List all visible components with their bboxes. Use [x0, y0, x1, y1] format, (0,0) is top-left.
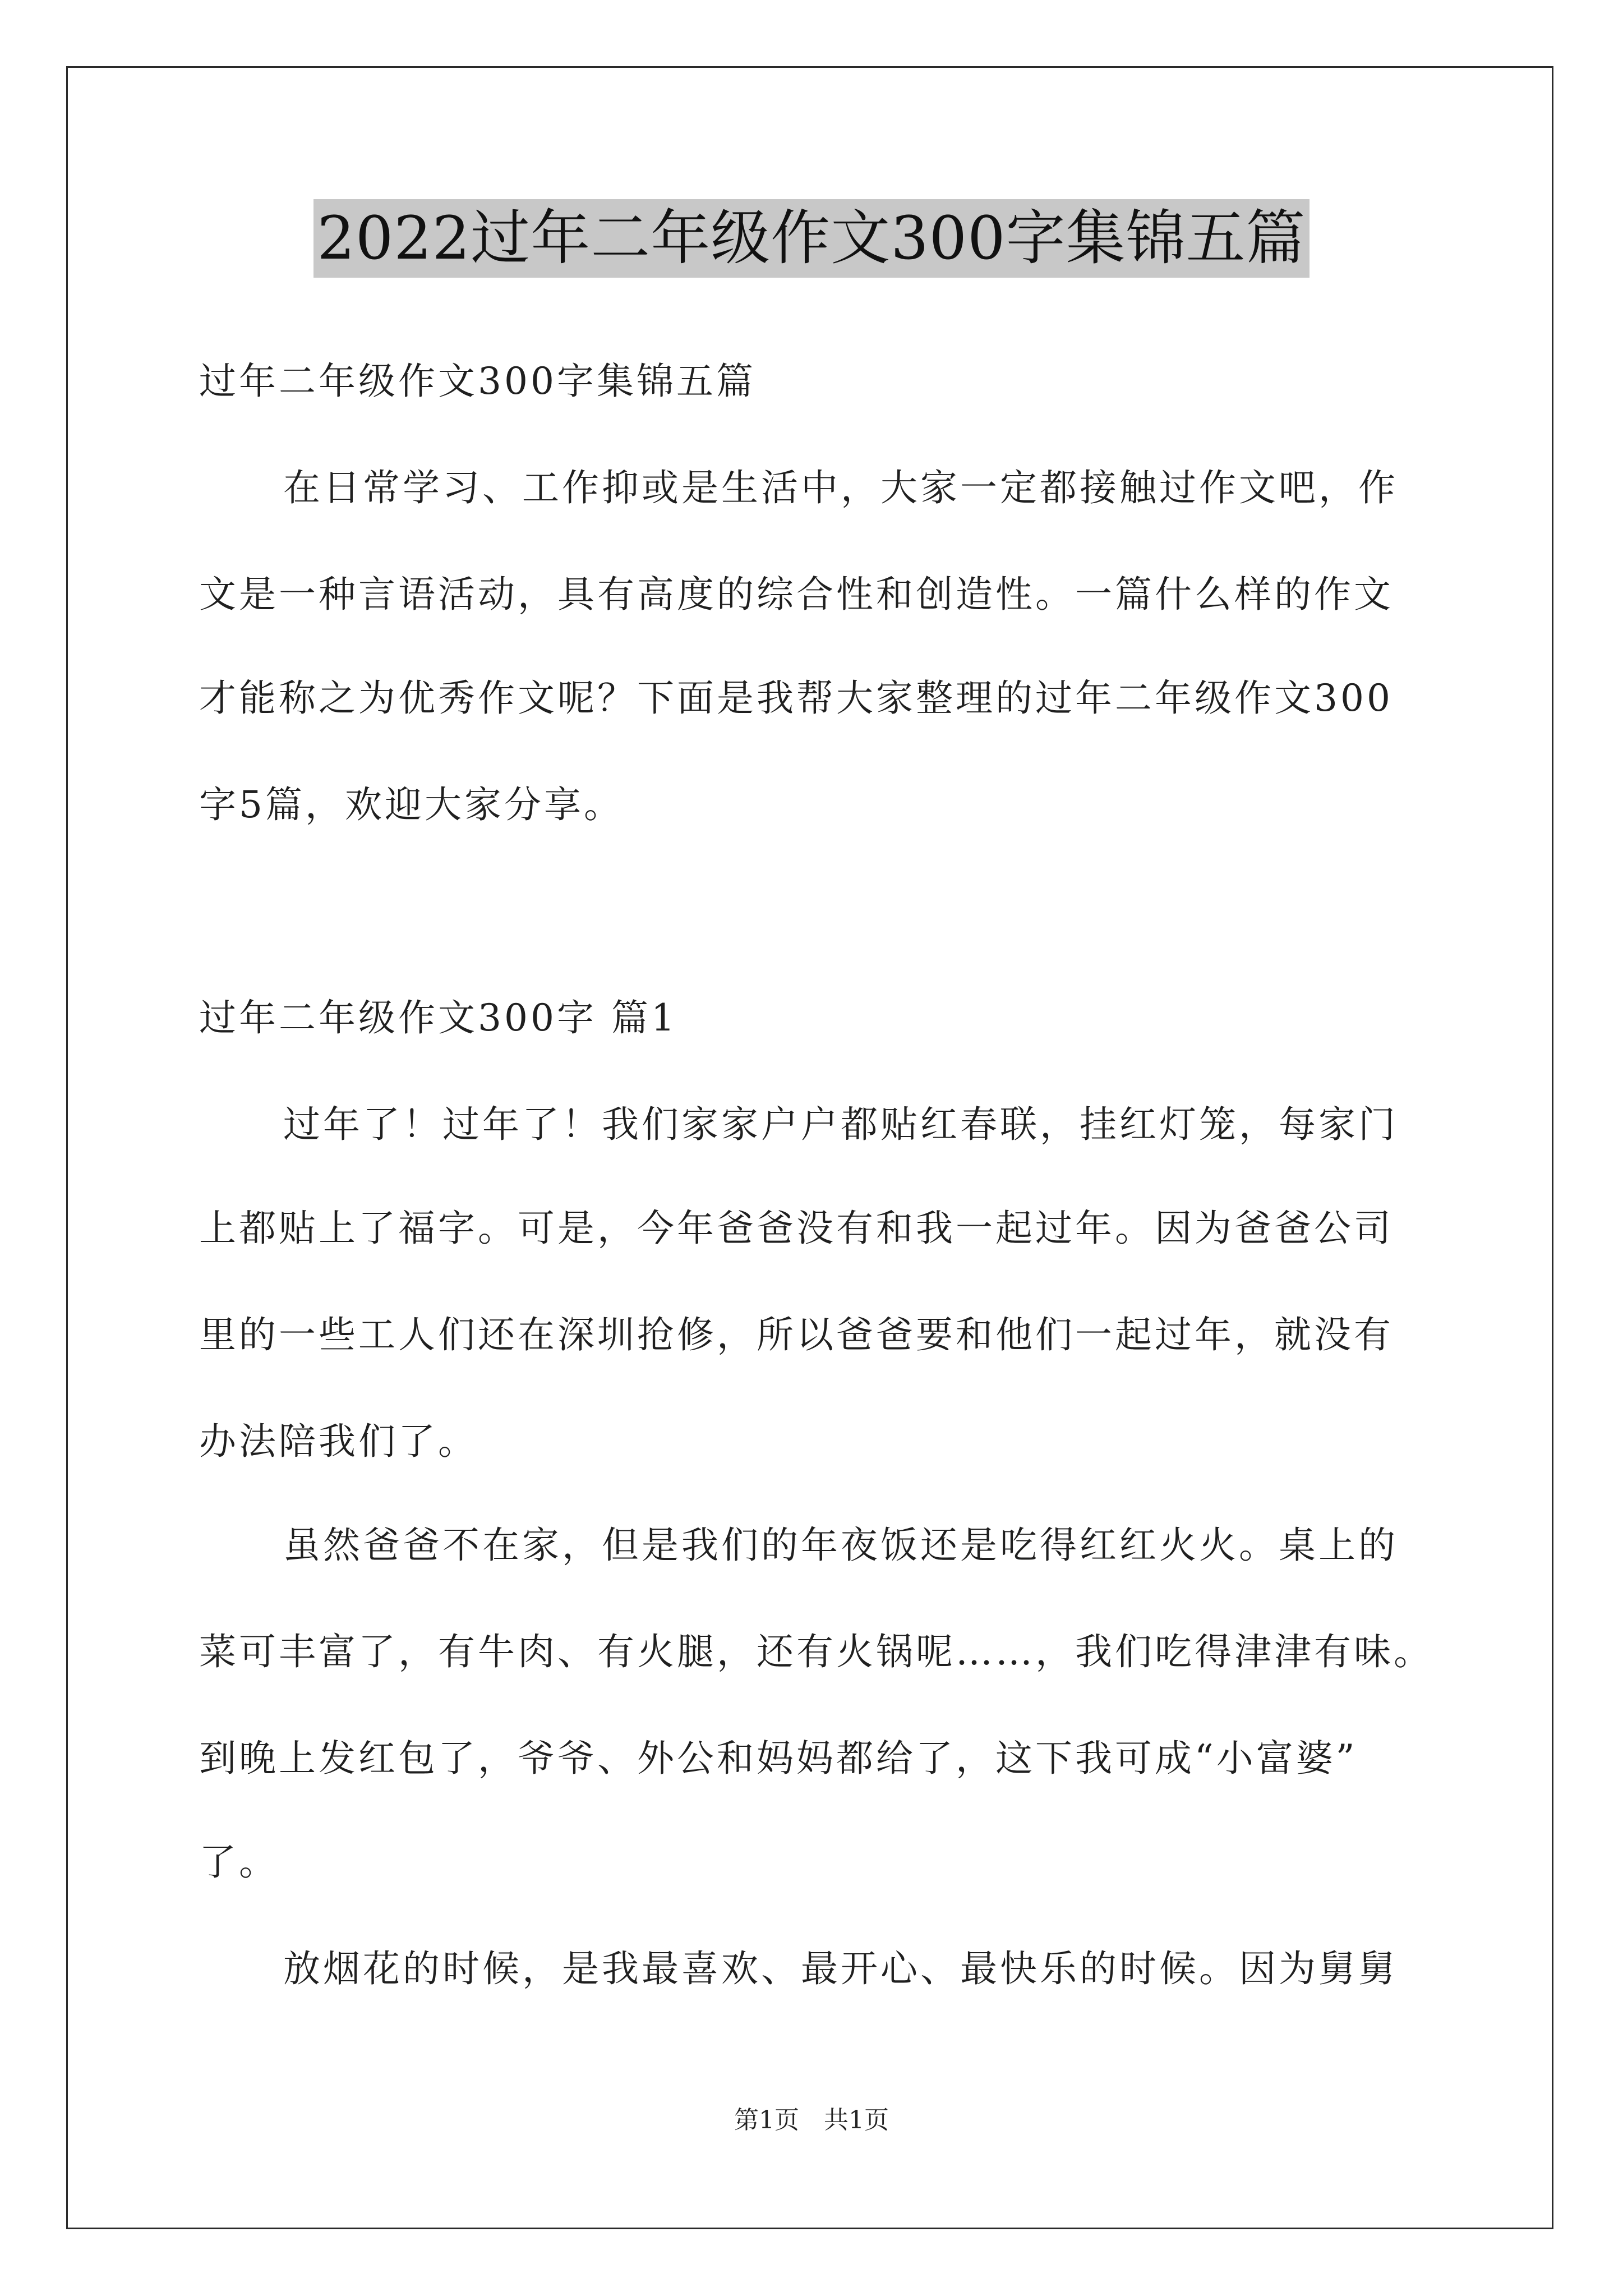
title-container: [0, 199, 1623, 278]
intro-line-4: 字5篇，欢迎大家分享。: [199, 783, 624, 826]
section-heading: 过年二年级作文300字 篇1: [199, 996, 677, 1039]
intro-line-3: 才能称之为优秀作文呢？下面是我帮大家整理的过年二年级作文300: [199, 677, 1393, 720]
paragraph2-line-1: 虽然爸爸不在家，但是我们的年夜饭还是吃得红红火火。桌上的: [283, 1524, 1398, 1567]
subtitle: 过年二年级作文300字集锦五篇: [199, 360, 756, 403]
paragraph1-line-2: 上都贴上了福字。可是，今年爸爸没有和我一起过年。因为爸爸公司: [199, 1207, 1394, 1250]
intro-line-1: 在日常学习、工作抑或是生活中，大家一定都接触过作文吧，作: [283, 466, 1398, 509]
paragraph1-line-3: 里的一些工人们还在深圳抢修，所以爸爸要和他们一起过年，就没有: [199, 1313, 1394, 1356]
page-footer: 第1页 共1页: [734, 2106, 889, 2134]
paragraph2-line-4: 了。: [199, 1841, 279, 1884]
intro-line-2: 文是一种言语活动，具有高度的综合性和创造性。一篇什么样的作文: [199, 573, 1394, 616]
document-title: 2022过年二年级作文300字集锦五篇: [313, 199, 1309, 278]
paragraph1-line-4: 办法陪我们了。: [199, 1420, 478, 1463]
paragraph2-line-3: 到晚上发红包了，爷爷、外公和妈妈都给了，这下我可成“小富婆”: [199, 1737, 1358, 1780]
paragraph2-line-2: 菜可丰富了，有牛肉、有火腿，还有火锅呢……，我们吃得津津有味。: [199, 1630, 1433, 1673]
paragraph3-line-1: 放烟花的时候，是我最喜欢、最开心、最快乐的时候。因为舅舅: [283, 1947, 1398, 1990]
paragraph1-line-1: 过年了！过年了！我们家家户户都贴红春联，挂红灯笼，每家门: [283, 1103, 1398, 1146]
